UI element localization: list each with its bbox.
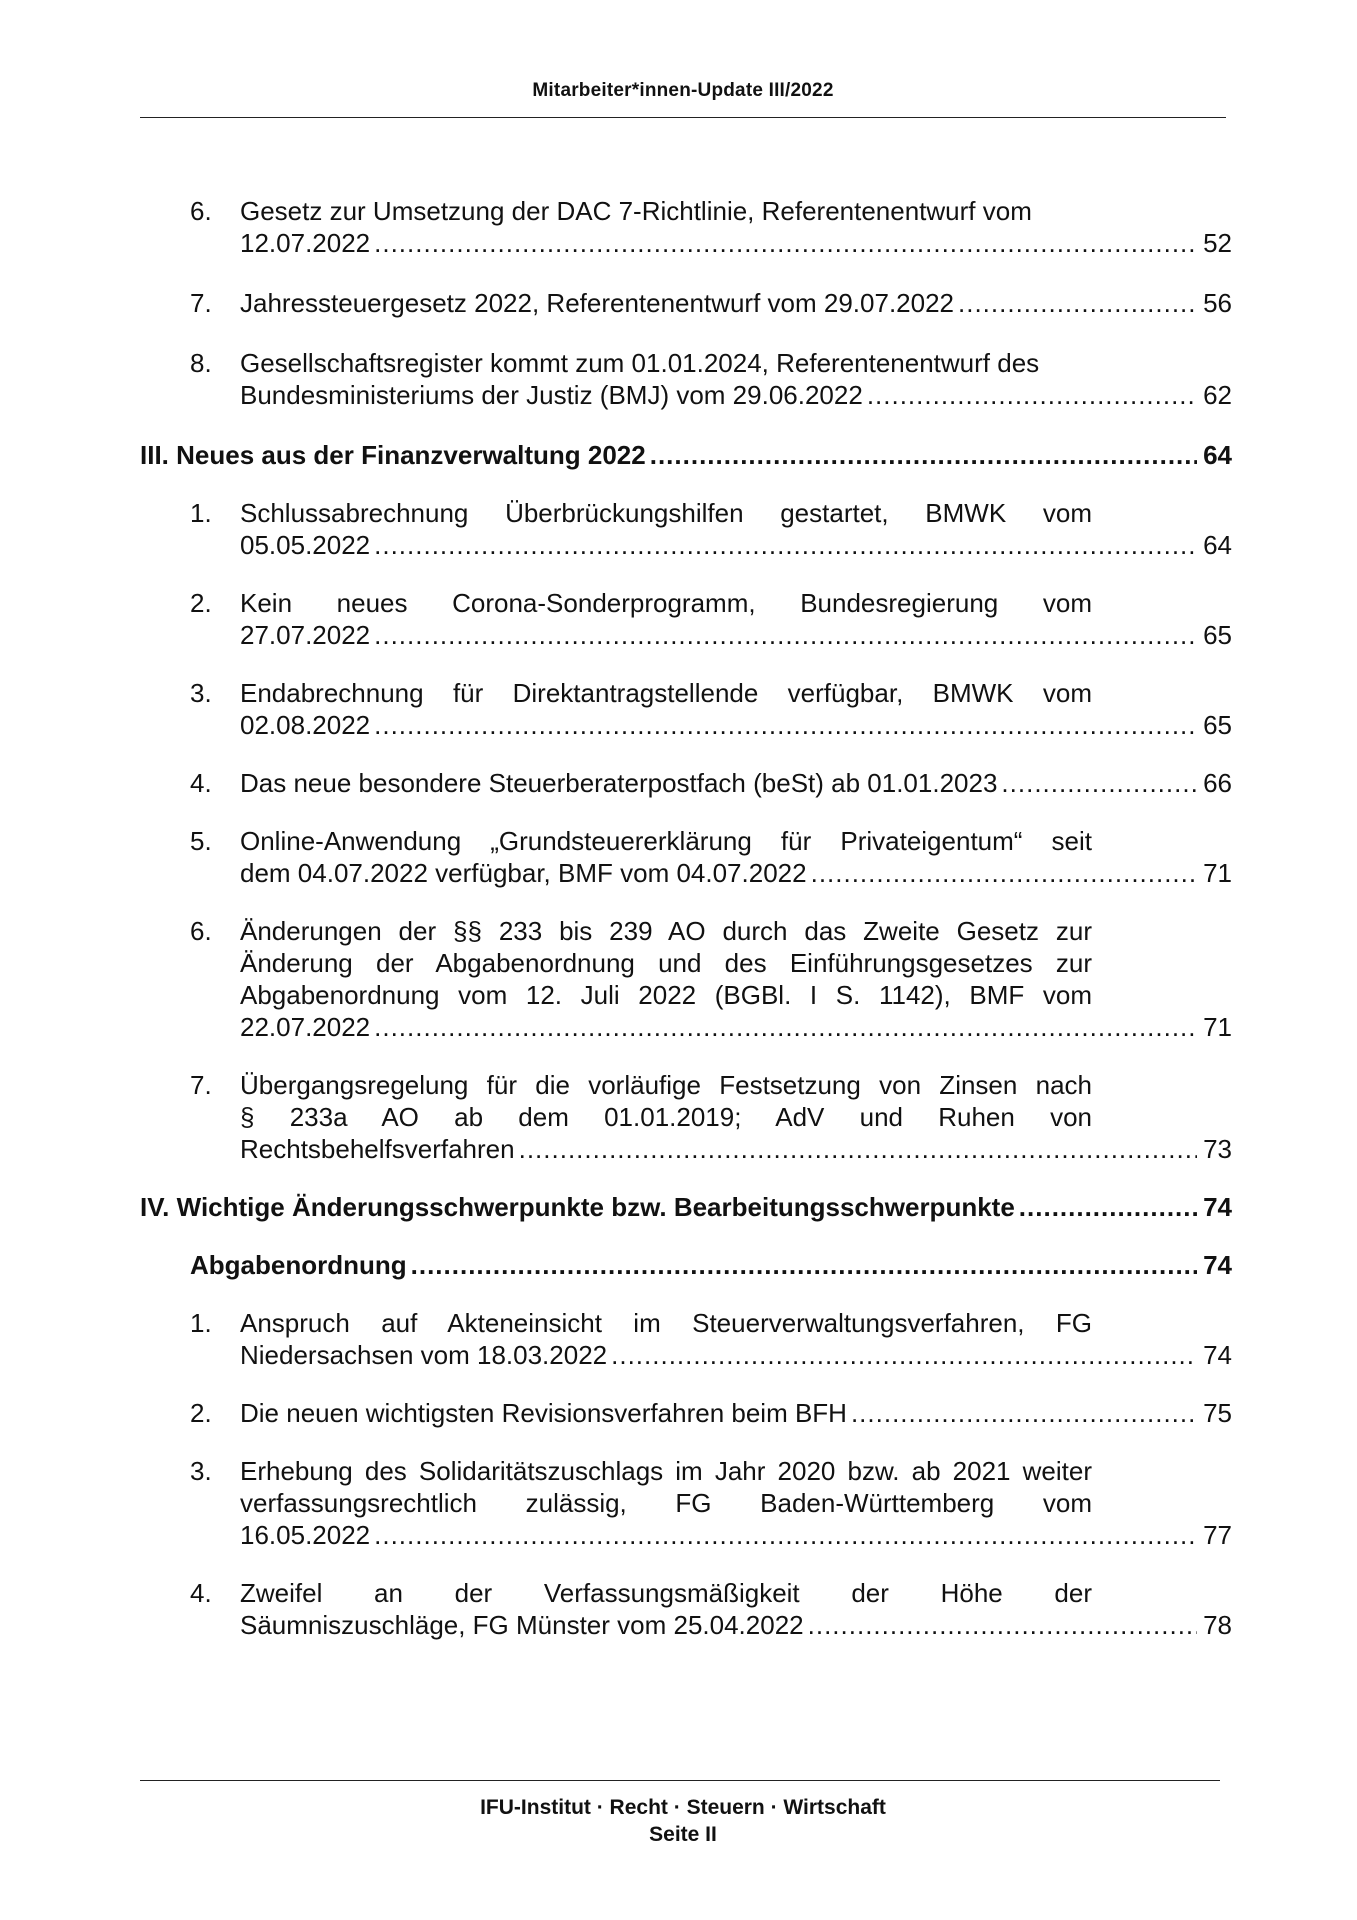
- toc-entry-text-line: Endabrechnung für Direktantragstellende verfügbar, BMWK vom: [240, 678, 1092, 708]
- toc-page-number: 71: [1203, 1012, 1232, 1042]
- toc-entry-text-line: Erhebung des Solidaritätszuschlags im Jahr 2020 bzw. ab 2021 weiter: [240, 1456, 1092, 1486]
- toc-entry: [140, 587, 1240, 651]
- toc-entry-text-line: Änderungen der §§ 233 bis 239 AO durch das Zweite Gesetz zur: [240, 916, 1092, 946]
- footer-rule: [140, 1780, 1220, 1781]
- toc-entry-last-line: [240, 1339, 1232, 1371]
- toc-entry-body: [240, 497, 1232, 561]
- footer-institute: IFU-Institut · Recht · Steuern · Wirtschaft: [480, 1796, 886, 1819]
- toc-section-heading: [140, 1191, 1232, 1223]
- table-of-contents: [140, 195, 1240, 1641]
- toc-entry-text-line: Anspruch auf Akteneinsicht im Steuerverwaltungsverfahren, FG: [240, 1308, 1092, 1338]
- toc-entry-body: [240, 915, 1232, 1043]
- toc-page-number: 75: [1203, 1398, 1232, 1428]
- toc-heading-text: IV. Wichtige Änderungsschwerpunkte bzw. Bearbeitungsschwerpunkte: [140, 1192, 1015, 1222]
- toc-entry-number: 2.: [190, 588, 212, 618]
- toc-page-number: 65: [1203, 710, 1232, 740]
- toc-leader-dots: [374, 529, 1197, 561]
- toc-entry-number: 6.: [190, 916, 212, 946]
- toc-entry-body: [240, 677, 1232, 741]
- toc-page-number: 62: [1203, 380, 1232, 410]
- toc-entry-last-line: [240, 1133, 1232, 1165]
- toc-entry-last-line: [240, 709, 1232, 741]
- toc-entry-number: 7.: [190, 1070, 212, 1100]
- toc-entry-text-line: Säumniszuschläge, FG Münster vom 25.04.2022: [240, 1610, 804, 1640]
- toc-page-number: 73: [1203, 1134, 1232, 1164]
- toc-leader-dots: [374, 227, 1197, 259]
- toc-entry-text-line: verfassungsrechtlich zulässig, FG Baden-Württemberg vom: [240, 1488, 1092, 1518]
- toc-entry-body: [240, 347, 1232, 411]
- toc-entry: [140, 497, 1240, 561]
- toc-entry-text-line: Kein neues Corona-Sonderprogramm, Bundesregierung vom: [240, 588, 1092, 618]
- toc-entry: [140, 1397, 1240, 1429]
- toc-entry: [140, 1307, 1240, 1371]
- toc-entry-text-line: Die neuen wichtigsten Revisionsverfahren beim BFH: [240, 1398, 847, 1428]
- toc-leader-dots: [851, 1397, 1197, 1429]
- toc-entry-last-line: [240, 619, 1232, 651]
- toc-entry-text-line: Online-Anwendung „Grundsteuererklärung für Privateigentum“ seit: [240, 826, 1092, 856]
- toc-entry-last-line: [240, 1011, 1232, 1043]
- toc-entry-last-line: [240, 227, 1232, 259]
- toc-page-number: 74: [1203, 1340, 1232, 1370]
- running-header: Mitarbeiter*innen-Update III/2022: [532, 80, 834, 101]
- toc-entry-text-line: Niedersachsen vom 18.03.2022: [240, 1340, 608, 1370]
- toc-entry-text-line: Bundesministeriums der Justiz (BMJ) vom 29.06.2022: [240, 380, 863, 410]
- toc-page-number: 64: [1203, 530, 1232, 560]
- toc-entry-body: [240, 1307, 1232, 1371]
- toc-entry-text-line: Gesetz zur Umsetzung der DAC 7-Richtlinie, Referentenentwurf vom: [240, 196, 1032, 226]
- toc-entry-number: 3.: [190, 678, 212, 708]
- toc-entry-body: [240, 587, 1232, 651]
- toc-page-number: 66: [1203, 768, 1232, 798]
- toc-entry-body: [240, 195, 1232, 259]
- toc-page-number: 56: [1203, 288, 1232, 318]
- toc-heading-text: Abgabenordnung: [190, 1250, 407, 1280]
- toc-leader-dots: [519, 1133, 1197, 1165]
- toc-page-number: 77: [1203, 1520, 1232, 1550]
- toc-entry-text-line: Übergangsregelung für die vorläufige Festsetzung von Zinsen nach: [240, 1070, 1092, 1100]
- toc-entry: [140, 195, 1240, 259]
- toc-entry: [140, 767, 1240, 799]
- toc-entry-text-line: Änderung der Abgabenordnung und des Einführungsgesetzes zur: [240, 948, 1092, 978]
- toc-entry-body: [240, 1069, 1232, 1165]
- toc-entry-text-line: § 233a AO ab dem 01.01.2019; AdV und Ruhen von: [240, 1102, 1092, 1132]
- toc-entry-number: 6.: [190, 196, 212, 226]
- toc-leader-dots: [650, 439, 1197, 471]
- toc-entry-text-line: Jahressteuergesetz 2022, Referentenentwurf vom 29.07.2022: [240, 288, 955, 318]
- toc-entry-text-line: Rechtsbehelfsverfahren: [240, 1134, 515, 1164]
- toc-entry-text-line: dem 04.07.2022 verfügbar, BMF vom 04.07.2022: [240, 858, 807, 888]
- toc-leader-dots: [808, 1609, 1197, 1641]
- toc-entry-number: 1.: [190, 498, 212, 528]
- toc-entry-text-line: 05.05.2022: [240, 530, 371, 560]
- toc-leader-dots: [867, 379, 1197, 411]
- toc-entry-number: 8.: [190, 348, 212, 378]
- toc-entry: [140, 1455, 1240, 1551]
- toc-entry: [140, 677, 1240, 741]
- toc-entry: [140, 1577, 1240, 1641]
- toc-entry-last-line: [240, 1609, 1232, 1641]
- toc-entry-body: [240, 1455, 1232, 1551]
- toc-entry-text-line: 12.07.2022: [240, 228, 371, 258]
- toc-entry-body: [240, 1397, 1232, 1429]
- toc-entry-number: 5.: [190, 826, 212, 856]
- toc-entry-text-line: Abgabenordnung vom 12. Juli 2022 (BGBl. I S. 1142), BMF vom: [240, 980, 1092, 1010]
- toc-page-number: 64: [1203, 440, 1232, 470]
- toc-entry-text-line: 22.07.2022: [240, 1012, 371, 1042]
- toc-entry-number: 4.: [190, 1578, 212, 1608]
- toc-entry: [140, 825, 1240, 889]
- toc-leader-dots: [958, 287, 1197, 319]
- toc-entry-body: [240, 767, 1232, 799]
- toc-leader-dots: [374, 709, 1197, 741]
- toc-entry-number: 3.: [190, 1456, 212, 1486]
- toc-entry-text-line: Das neue besondere Steuerberaterpostfach (beSt) ab 01.01.2023: [240, 768, 998, 798]
- toc-entry-last-line: [240, 379, 1232, 411]
- toc-entry-last-line: [240, 857, 1232, 889]
- toc-entry-body: [240, 287, 1232, 319]
- toc-entry: [140, 915, 1240, 1043]
- toc-heading-text: III. Neues aus der Finanzverwaltung 2022: [140, 440, 646, 470]
- toc-entry-last-line: [240, 287, 1232, 319]
- toc-entry-text-line: Zweifel an der Verfassungsmäßigkeit der Höhe der: [240, 1578, 1092, 1608]
- toc-page-number: 65: [1203, 620, 1232, 650]
- toc-leader-dots: [374, 619, 1197, 651]
- toc-entry-number: 2.: [190, 1398, 212, 1428]
- toc-leader-dots: [374, 1519, 1197, 1551]
- toc-entry-text-line: 16.05.2022: [240, 1520, 371, 1550]
- toc-page-number: 74: [1203, 1250, 1232, 1280]
- toc-leader-dots: [374, 1011, 1197, 1043]
- toc-leader-dots: [411, 1249, 1197, 1281]
- toc-entry-number: 7.: [190, 288, 212, 318]
- toc-leader-dots: [811, 857, 1197, 889]
- toc-entry-number: 4.: [190, 768, 212, 798]
- toc-entry-body: [240, 825, 1232, 889]
- toc-entry-text-line: Schlussabrechnung Überbrückungshilfen gestartet, BMWK vom: [240, 498, 1092, 528]
- toc-section-heading: [140, 439, 1232, 471]
- toc-entry: [140, 1069, 1240, 1165]
- toc-entry-text-line: 02.08.2022: [240, 710, 371, 740]
- toc-leader-dots: [611, 1339, 1197, 1371]
- toc-entry-body: [240, 1577, 1232, 1641]
- toc-page-number: 74: [1203, 1192, 1232, 1222]
- toc-page-number: 78: [1203, 1610, 1232, 1640]
- toc-entry-text-line: Gesellschaftsregister kommt zum 01.01.2024, Referentenentwurf des: [240, 348, 1040, 378]
- toc-entry-last-line: [240, 767, 1232, 799]
- toc-subsection-heading: [190, 1249, 1232, 1281]
- toc-entry-last-line: [240, 529, 1232, 561]
- header-rule: [140, 117, 1226, 118]
- toc-entry-last-line: [240, 1519, 1232, 1551]
- toc-entry-text-line: 27.07.2022: [240, 620, 371, 650]
- footer-page-number: Seite II: [649, 1823, 717, 1846]
- toc-entry: [140, 347, 1240, 411]
- toc-page-number: 52: [1203, 228, 1232, 258]
- toc-leader-dots: [1019, 1191, 1197, 1223]
- toc-entry-number: 1.: [190, 1308, 212, 1338]
- toc-leader-dots: [1001, 767, 1197, 799]
- toc-page-number: 71: [1203, 858, 1232, 888]
- toc-entry-last-line: [240, 1397, 1232, 1429]
- toc-entry: [140, 287, 1240, 319]
